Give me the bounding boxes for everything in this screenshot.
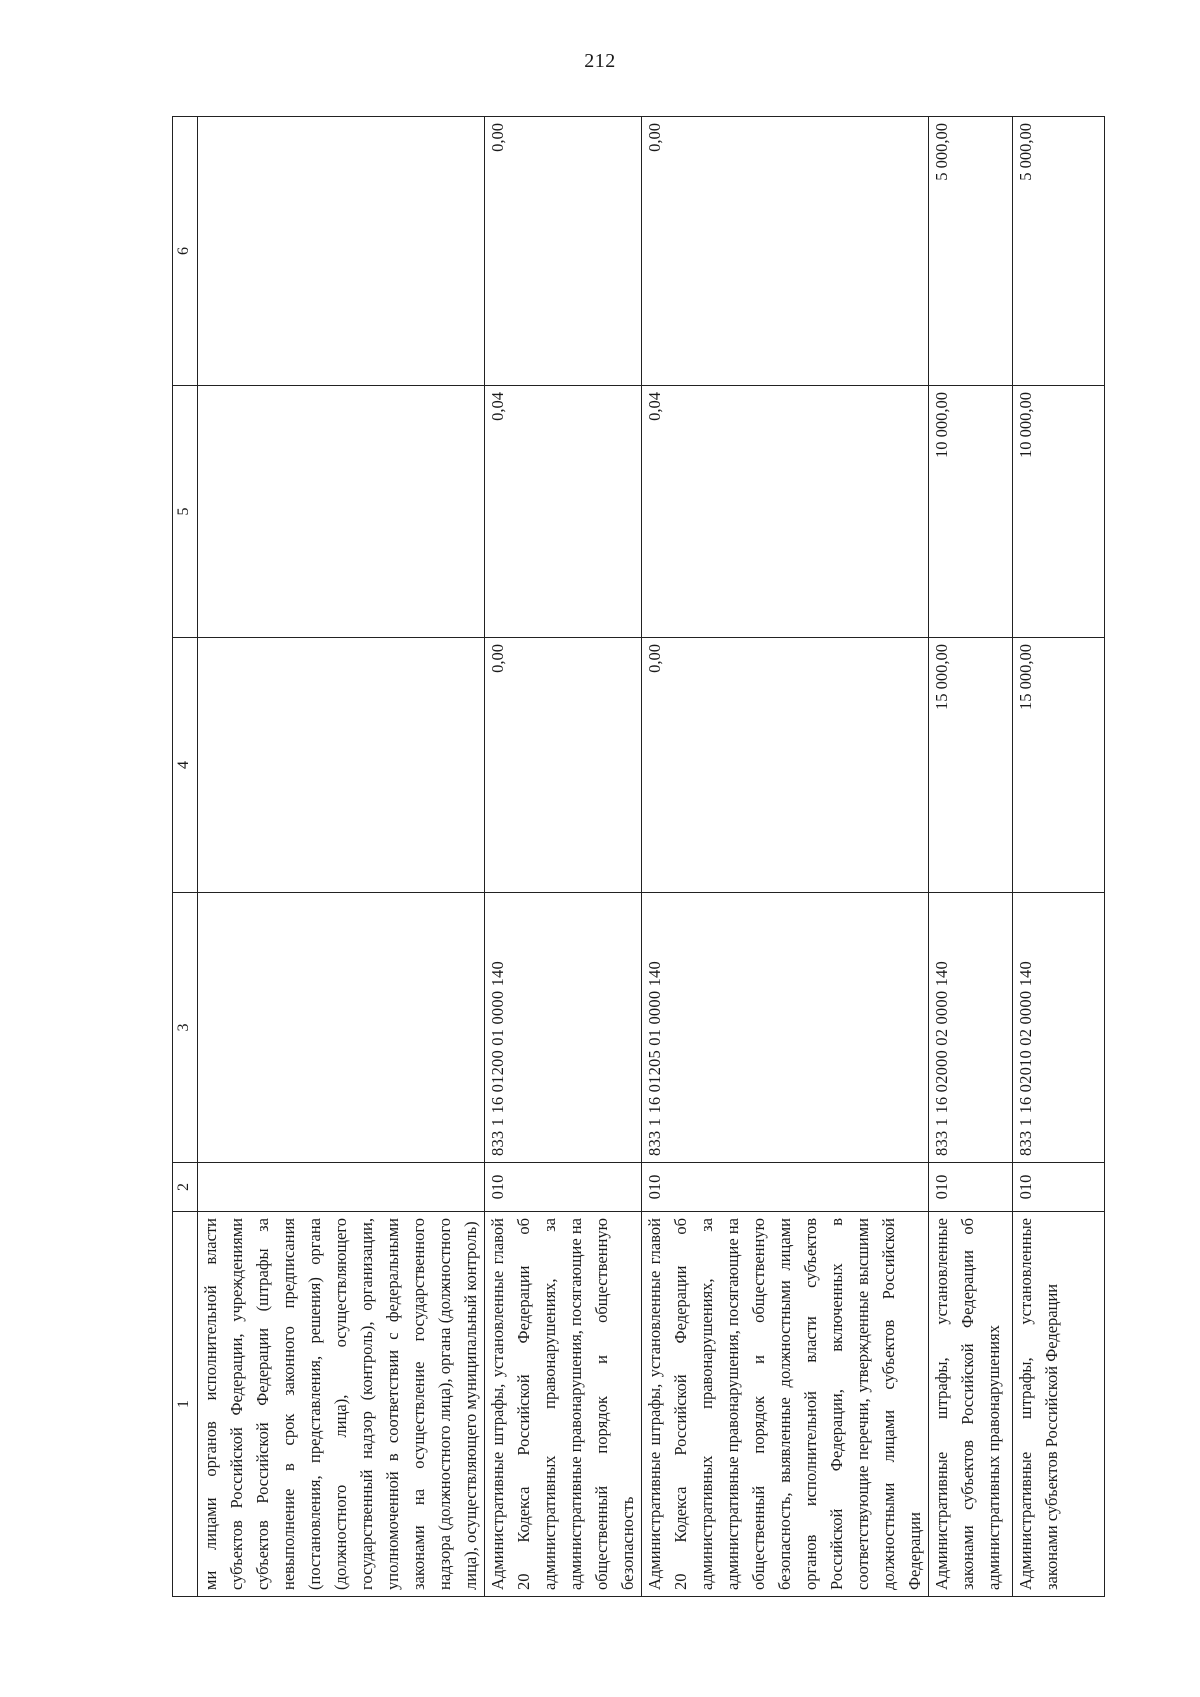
table-row <box>485 117 642 1597</box>
row-col5-value: 10 000,00 <box>1013 386 1105 638</box>
column-header: 1 <box>173 1212 198 1597</box>
row-budget-code <box>198 893 485 1163</box>
column-header: 6 <box>173 117 198 386</box>
rotated-table-container <box>172 117 1105 1597</box>
row-col6-value: 5 000,00 <box>1013 117 1105 386</box>
row-description: ми лицами органов исполнительной власти субъектов Российской Федерации, учреждениями субъектов Российской Федерации (штрафы за невыполнение в срок законного предписания (постановления, представления, решения) органа (должностного лица), осуществляющего государственный надзор (контроль), организации, уполномоченной в соответствии с федеральными законами на осуществление государственного надзора (должностного лица), органа (должностного лица), осуществляющего муниципальный контроль) <box>198 1212 485 1597</box>
row-description: Административные штрафы, установленные главой 20 Кодекса Российской Федерации об административных правонарушениях, за административные правонарушения, посягающие на общественный порядок и общественную безопасность <box>485 1212 642 1597</box>
column-header: 2 <box>173 1163 198 1212</box>
row-description: Административные штрафы, установленные законами субъектов Российской Федерации <box>1013 1212 1105 1597</box>
row-col5-value: 0,04 <box>642 386 929 638</box>
row-budget-code: 833 1 16 01205 01 0000 140 <box>642 893 929 1163</box>
row-col4-value: 15 000,00 <box>929 638 1013 893</box>
row-col5-value: 10 000,00 <box>929 386 1013 638</box>
row-col4-value: 0,00 <box>642 638 929 893</box>
row-col4-value: 15 000,00 <box>1013 638 1105 893</box>
column-header: 5 <box>173 386 198 638</box>
row-col4-value <box>198 638 485 893</box>
table-row <box>642 117 929 1597</box>
row-col5-value <box>198 386 485 638</box>
column-header: 3 <box>173 893 198 1163</box>
row-col5-value: 0,04 <box>485 386 642 638</box>
row-line-code: 010 <box>929 1163 1013 1212</box>
table-row <box>198 117 485 1597</box>
row-col6-value: 0,00 <box>485 117 642 386</box>
table-row <box>1013 117 1105 1597</box>
page-number: 212 <box>584 50 616 72</box>
report-table <box>172 116 1105 1597</box>
row-description: Административные штрафы, установленные законами субъектов Российской Федерации об административных правонарушениях <box>929 1212 1013 1597</box>
row-col4-value: 0,00 <box>485 638 642 893</box>
row-line-code: 010 <box>485 1163 642 1212</box>
row-col6-value <box>198 117 485 386</box>
table-row <box>929 117 1013 1597</box>
row-budget-code: 833 1 16 02010 02 0000 140 <box>1013 893 1105 1163</box>
row-budget-code: 833 1 16 02000 02 0000 140 <box>929 893 1013 1163</box>
table-header-row <box>173 117 198 1597</box>
row-col6-value: 0,00 <box>642 117 929 386</box>
row-col6-value: 5 000,00 <box>929 117 1013 386</box>
row-line-code: 010 <box>642 1163 929 1212</box>
row-line-code <box>198 1163 485 1212</box>
row-description: Административные штрафы, установленные главой 20 Кодекса Российской Федерации об административных правонарушениях, за административные правонарушения, посягающие на общественный порядок и общественную безопасность, выявленные должностными лицами органов исполнительной власти субъектов Российской Федерации, включенных в соответствующие перечни, утвержденные высшими должностными лицами субъектов Российской Федерации <box>642 1212 929 1597</box>
column-header: 4 <box>173 638 198 893</box>
row-budget-code: 833 1 16 01200 01 0000 140 <box>485 893 642 1163</box>
row-line-code: 010 <box>1013 1163 1105 1212</box>
